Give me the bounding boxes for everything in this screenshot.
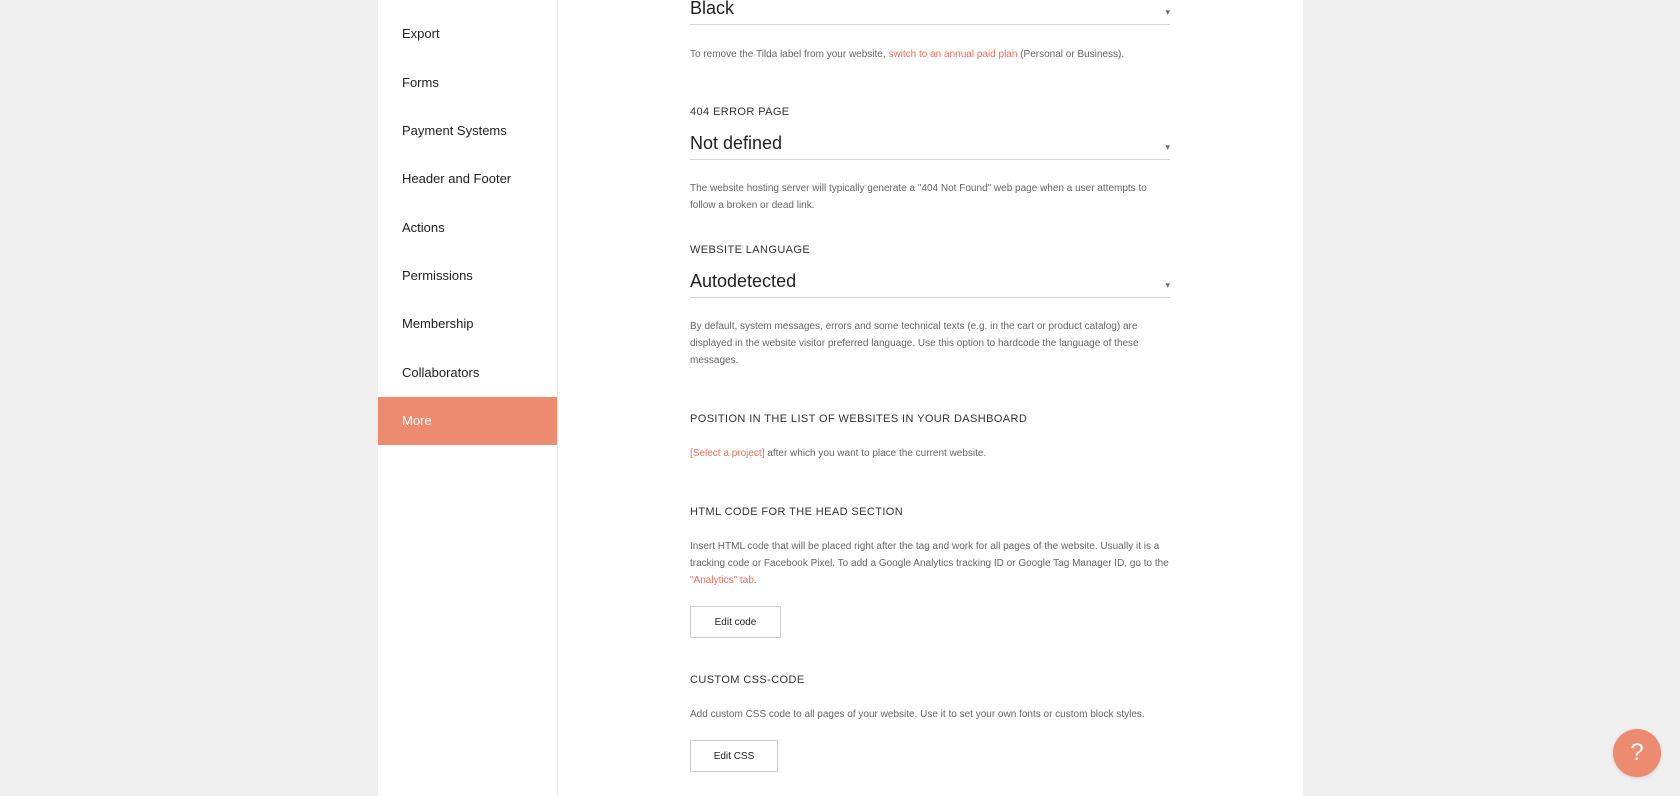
chevron-down-icon: ▾ [1165,142,1170,152]
label-color-select[interactable] [690,0,1170,25]
sidebar-item-forms[interactable] [378,59,557,107]
sidebar-item-more[interactable] [378,397,557,445]
head-code-label: HTML CODE FOR THE HEAD SECTION [690,506,904,518]
sidebar-item-export[interactable] [378,10,557,58]
custom-css-label: CUSTOM CSS-CODE [690,674,805,686]
select-project-link[interactable]: [Select a project] [690,448,765,459]
sidebar-item-label: More [402,413,432,428]
error-page-label: 404 ERROR PAGE [690,106,790,118]
sidebar-item-header-and-footer[interactable] [378,155,557,203]
website-language-help-text: By default, system messages, errors and some technical texts (e.g. in the cart or product catalog) are displayed in the website visitor preferred language. Use this option to hardcode the language of these messages. [690,321,1139,366]
sidebar-item-label: Permissions [402,268,473,283]
sidebar-item-label: Membership [402,316,474,331]
select-value: Autodetected [690,271,797,291]
question-mark-icon: ? [1630,739,1644,766]
label-help-text: To remove the Tilda label from your website, switch to an annual paid plan (Personal or Business). [690,49,1125,60]
settings-sidebar [378,0,558,796]
sidebar-item-label: Forms [402,75,439,90]
dashboard-position-label: POSITION IN THE LIST OF WEBSITES IN YOUR DASHBOARD [690,413,1028,425]
website-language-label: WEBSITE LANGUAGE [690,244,811,256]
sidebar-item-label: Actions [402,220,445,235]
sidebar-item-payment-systems[interactable] [378,107,557,155]
annual-plan-link[interactable]: switch to an annual paid plan [888,49,1018,60]
custom-css-help-text: Add custom CSS code to all pages of your website. Use it to set your own fonts or custom block styles. [690,709,1145,720]
analytics-tab-link[interactable]: "Analytics" tab [690,575,754,586]
dashboard-position-help: [Select a project] after which you want to place the current website. [690,448,987,459]
sidebar-item-membership[interactable] [378,300,557,348]
sidebar-item-collaborators[interactable] [378,349,557,397]
sidebar-item-permissions[interactable] [378,252,557,300]
error-page-help-text: The website hosting server will typically generate a "404 Not Found" web page when a user attempts to follow a broken or dead link. [690,183,1147,211]
select-value: Black [690,0,735,18]
chevron-down-icon: ▾ [1165,7,1170,17]
select-value: Not defined [690,133,783,153]
settings-page [378,0,1303,796]
help-button[interactable] [1613,729,1661,777]
head-code-help-text: Insert HTML code that will be placed right after the tag and work for all pages of the website. Usually it is a tracking code or Facebook Pixel. To add a Google Analytics tracking ID or Google Tag Manager ID, go to the "Analytics" tab. [690,541,1169,586]
website-language-select[interactable] [690,265,1170,298]
sidebar-item-label: Collaborators [402,365,480,380]
sidebar-item-actions[interactable] [378,204,557,252]
sidebar-item-label: Header and Footer [402,171,512,186]
edit-code-button[interactable]: Edit code [690,606,781,638]
sidebar-item-label: Payment Systems [402,123,507,138]
error-page-select[interactable] [690,127,1170,160]
edit-css-button[interactable]: Edit CSS [690,740,778,772]
chevron-down-icon: ▾ [1165,280,1170,290]
sidebar-item-label: Export [402,26,440,41]
